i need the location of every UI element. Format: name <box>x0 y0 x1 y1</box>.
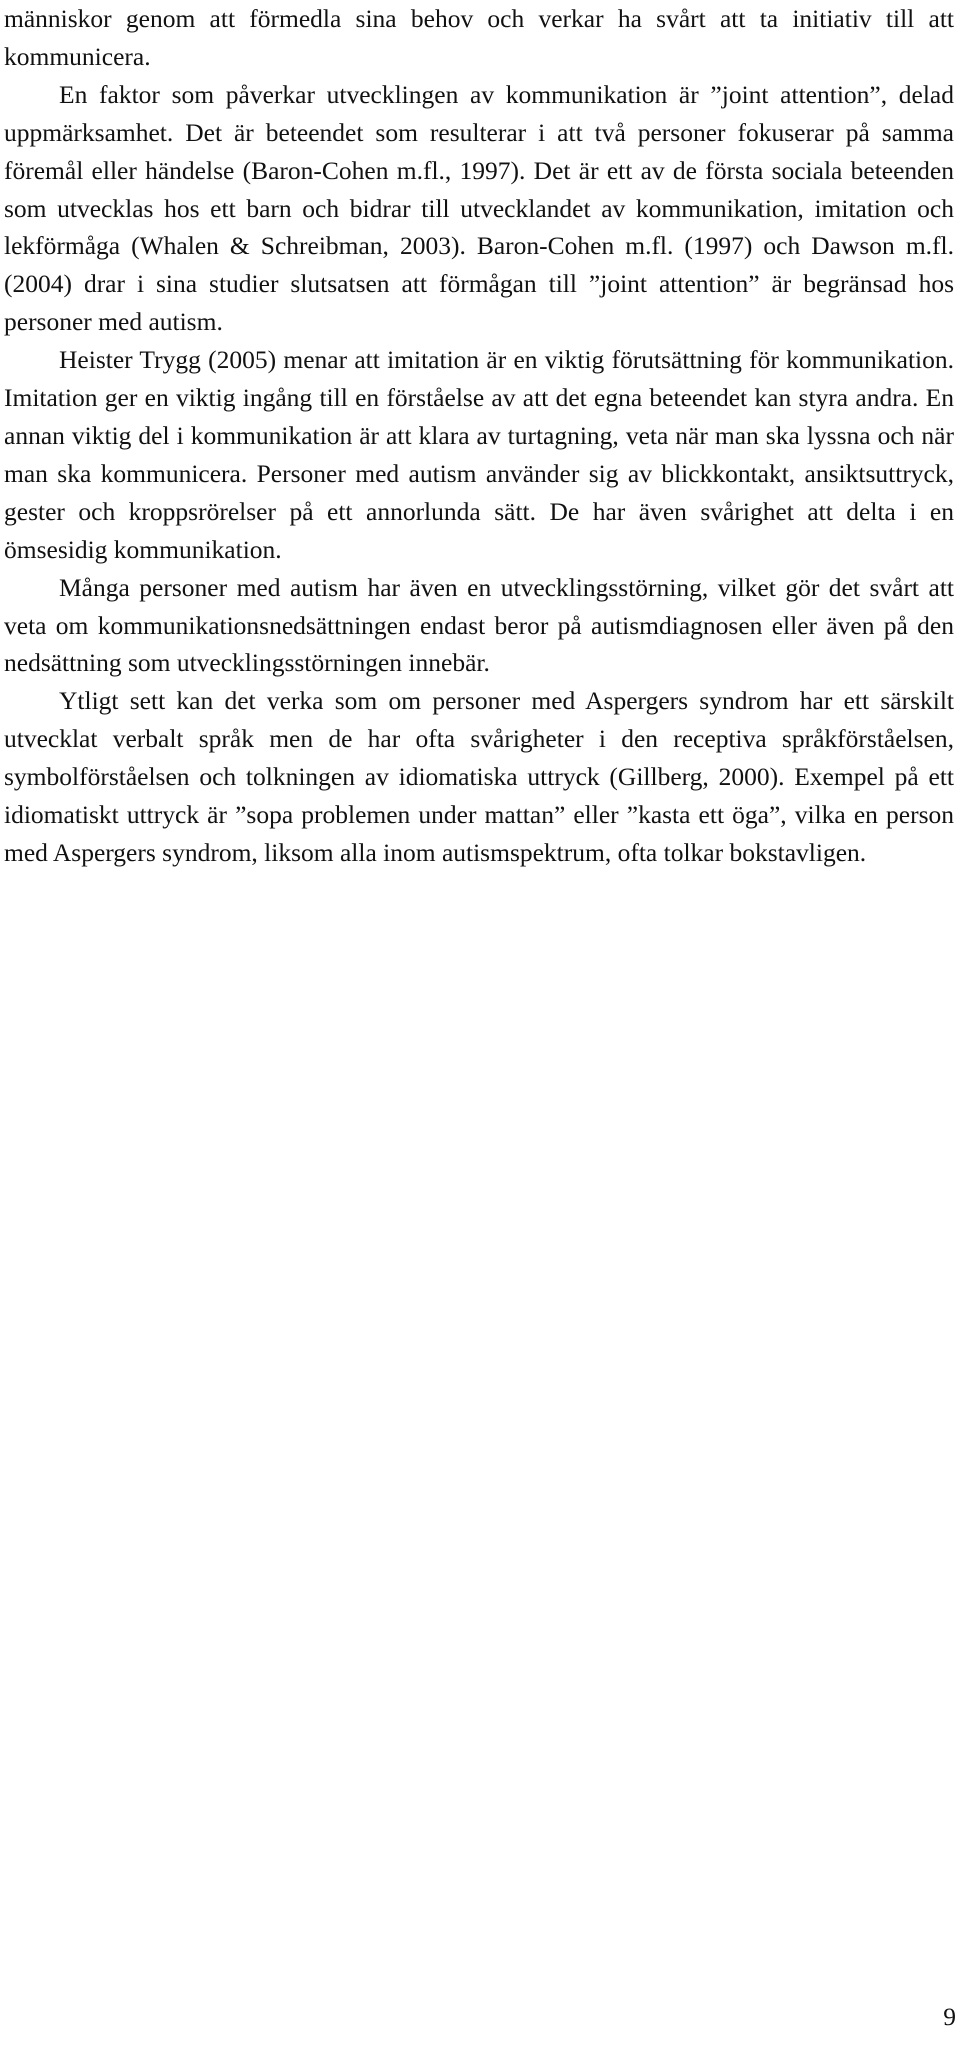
paragraph-aspergers: Ytligt sett kan det verka som om personer med Aspergers syndrom har ett särskilt utvecklat verbalt språk men de har ofta svårigheter i den receptiva språkförståelsen, symbolförståelsen och tolkningen av idiomatiska uttryck (Gillberg, 2000). Exempel på ett idiomatiskt uttryck är ”sopa problemen under mattan” eller ”kasta ett öga”, vilka en person med Aspergers syndrom, liksom alla inom autismspektrum, ofta tolkar bokstavligen. <box>4 686 954 867</box>
paragraph-joint-attention: En faktor som påverkar utvecklingen av kommunikation är ”joint attention”, delad uppmärksamhet. Det är beteendet som resulterar i att två personer fokuserar på samma föremål eller händelse (Baron-Cohen m.fl., 1997). Det är ett av de första sociala beteenden som utvecklas hos ett barn och bidrar till utvecklandet av kommunikation, imitation och lekförmåga (Whalen & Schreibman, 2003). Baron-Cohen m.fl. (1997) och Dawson m.fl. (2004) drar i sina studier slutsatsen att förmågan till ”joint attention” är begränsad hos personer med autism. <box>4 79 954 337</box>
paragraph-imitation: Heister Trygg (2005) menar att imitation är en viktig förutsättning för kommunikation. Imitation ger en viktig ingång till en förståelse av att det egna beteendet kan styra andra. En annan viktig del i kommunikation är att klara av turtagning, veta när man ska lyssna och när man ska kommunicera. Personer med autism använder sig av blickkontakt, ansiktsuttryck, gester och kroppsrörelser på ett annorlunda sätt. De har även svårighet att delta i en ömsesidig kommunikation. <box>4 345 954 564</box>
document-body <box>4 0 954 872</box>
paragraph-developmental-disability: Många personer med autism har även en utvecklingsstörning, vilket gör det svårt att veta om kommunikationsnedsättningen endast beror på autismdiagnosen eller även på den nedsättning som utvecklingsstörningen innebär. <box>4 572 954 678</box>
paragraph-continuation: människor genom att förmedla sina behov och verkar ha svårt att ta initiativ till att kommunicera. <box>4 4 954 71</box>
page-number: 9 <box>943 2002 956 2031</box>
